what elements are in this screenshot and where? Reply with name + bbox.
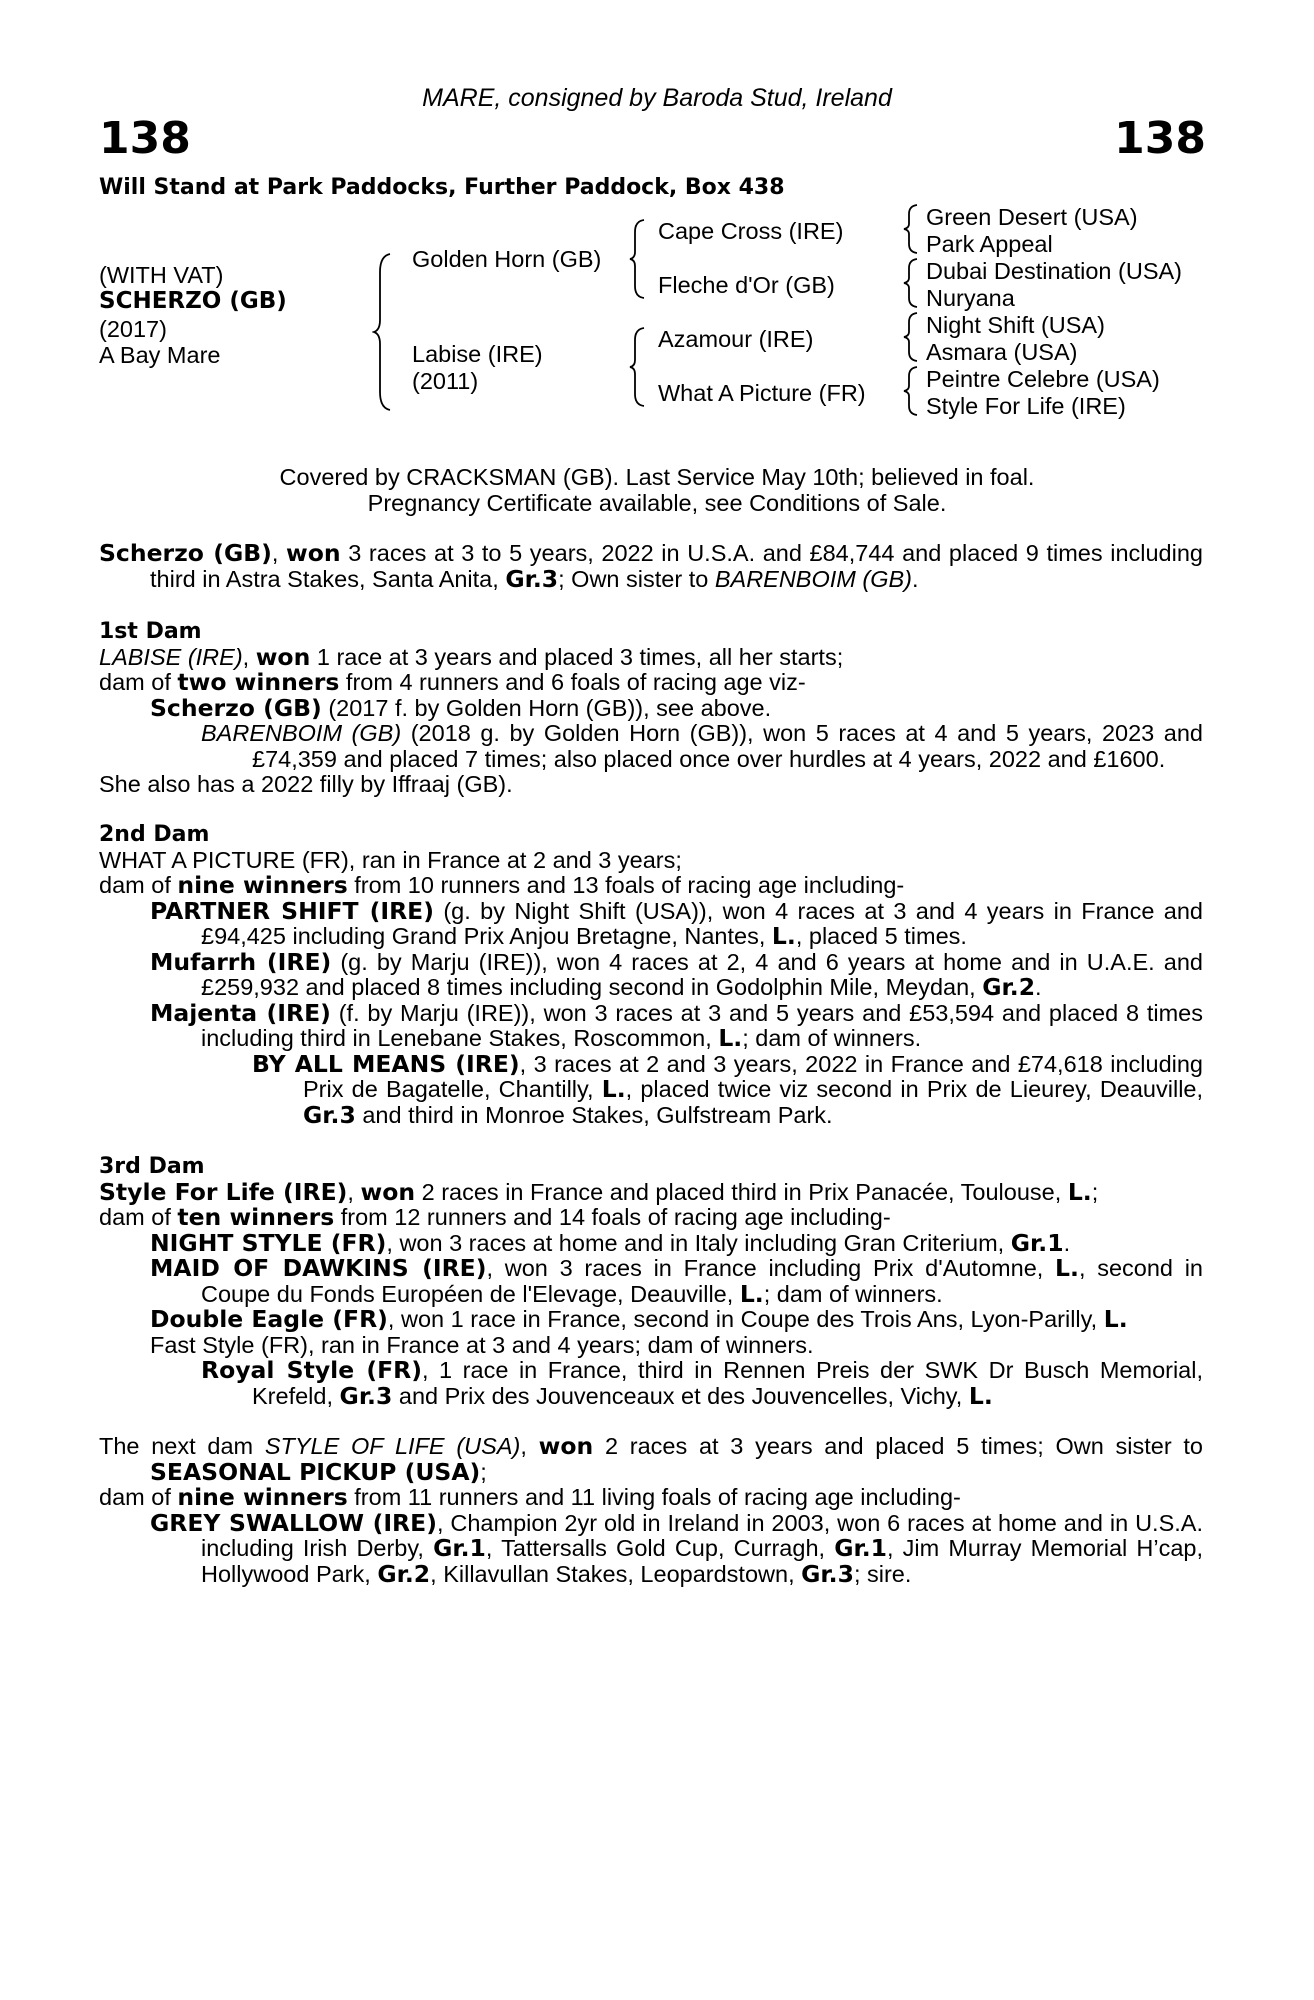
summary-text-2: ; Own sister to	[558, 565, 715, 592]
offspring-text: , Champion 2yr old in Ireland in 2003, won 6 races at home and in U.S.A. including Irish Derby,	[201, 1509, 1203, 1561]
offspring-end: ; dam of winners.	[742, 1025, 922, 1051]
grade-badge: Gr.1	[1010, 1228, 1064, 1257]
listed-badge: L.	[1067, 1177, 1092, 1206]
first-dam-text: 1 race at 3 years and placed 3 times, all her starts;	[310, 643, 844, 670]
covered-line-1: Covered by CRACKSMAN (GB). Last Service May 10th; believed in foal.	[279, 464, 1035, 490]
brace-sd	[902, 257, 920, 309]
ped-sds: Dubai Destination (USA)	[926, 258, 1182, 284]
next-dam-intro: The next dam	[99, 1433, 265, 1459]
covered-line-2: Pregnancy Certificate available, see Conditions of Sale.	[367, 490, 947, 516]
offspring-end: .	[1063, 1229, 1071, 1256]
second-dam-name: WHAT A PICTURE (FR), ran in France at 2 and 3 years;	[99, 846, 682, 873]
brace-sire	[628, 218, 648, 300]
offspring-name: GREY SWALLOW (IRE)	[150, 1508, 437, 1537]
grandchild-text-2: , placed twice viz second in Prix de Lieurey, Deauville,	[625, 1076, 1204, 1102]
offspring-name: Scherzo (GB)	[150, 693, 322, 722]
next-dam-sister: SEASONAL PICKUP (USA)	[150, 1457, 481, 1486]
next-dam-text: 2 races at 3 years and placed 5 times; Own sister to	[593, 1433, 1204, 1459]
listed-badge: L.	[771, 922, 796, 950]
listed-badge: L.	[739, 1279, 764, 1308]
offspring-text-2: , Tattersalls Gold Cup, Curragh,	[485, 1535, 835, 1561]
sire-dam: Fleche d'Or (GB)	[658, 272, 835, 298]
offspring-text: , won 3 races at home and in Italy including Gran Criterium,	[386, 1229, 1011, 1256]
dam-sire: Azamour (IRE)	[658, 326, 814, 352]
dam-dam: What A Picture (FR)	[658, 380, 866, 406]
horse-vat: (WITH VAT)	[99, 262, 224, 288]
next-dam-runners: from 11 runners and 11 living foals of racing age including-	[347, 1484, 961, 1510]
next-dam-damof: dam of	[99, 1484, 178, 1510]
third-dam-winners: ten winners	[177, 1203, 335, 1231]
offspring-end: ; dam of winners.	[763, 1280, 943, 1307]
offspring-name: Majenta (IRE)	[150, 998, 331, 1027]
third-dam-damof: dam of	[99, 1204, 178, 1230]
next-dam-winners: nine winners	[177, 1483, 348, 1511]
next-dam-sep: ,	[520, 1433, 539, 1459]
third-dam-runners: from 12 runners and 14 foals of racing age including-	[334, 1204, 891, 1230]
horse-name: SCHERZO (GB)	[99, 288, 287, 314]
sire: Golden Horn (GB)	[412, 246, 602, 272]
offspring-name: Mufarrh (IRE)	[150, 947, 332, 976]
grade-badge: Gr.3	[303, 1100, 356, 1129]
grandchild-text-2: and Prix des Jouvenceaux et des Jouvencelles, Vichy,	[392, 1382, 969, 1409]
first-dam-damof: dam of	[99, 669, 178, 695]
third-dam-end: ;	[1091, 1178, 1099, 1205]
listed-badge: L.	[1055, 1254, 1079, 1282]
listed-badge: L.	[968, 1381, 993, 1410]
ped-dds: Peintre Celebre (USA)	[926, 366, 1160, 392]
listed-badge: L.	[718, 1024, 743, 1052]
offspring-text-3: , Jim Murray Memorial H’cap, Hollywood Park,	[201, 1535, 1203, 1587]
offspring-end: , placed 5 times.	[795, 923, 967, 949]
ped-dsd: Asmara (USA)	[926, 339, 1078, 365]
summary-sister: BARENBOIM (GB)	[714, 565, 913, 592]
ped-ssd: Park Appeal	[926, 231, 1053, 257]
offspring-entry: Fast Style (FR), ran in France at 3 and 4 years; dam of winners.	[150, 1331, 814, 1358]
second-dam-runners: from 10 runners and 13 foals of racing age including-	[347, 872, 905, 898]
ped-sdd: Nuryana	[926, 285, 1015, 311]
offspring-name: NIGHT STYLE (FR)	[150, 1228, 387, 1257]
offspring-text: (f. by Marju (IRE)), won 3 races at 3 and 5 years and £53,594 and placed 8 times including third in Lenebane Stakes, Roscommon,	[201, 999, 1203, 1051]
stand-location: Will Stand at Park Paddocks, Further Paddock, Box 438	[99, 175, 785, 200]
grandchild-text: , 1 race in France, third in Rennen Preis der SWK Dr Busch Memorial, Krefeld,	[252, 1357, 1204, 1409]
next-dam-section	[99, 1434, 1203, 1587]
grandchild-end: and third in Monroe Stakes, Gulfstream Park.	[355, 1101, 833, 1128]
grade-badge: Gr.1	[433, 1534, 486, 1562]
dam-year: (2011)	[412, 368, 479, 394]
grade-badge: Gr.2	[982, 973, 1036, 1001]
offspring-text-4: , Killavullan Stakes, Leopardstown,	[430, 1560, 802, 1587]
summary-name: Scherzo (GB)	[99, 539, 272, 567]
grandchild-text: , 3 races at 2 and 3 years, 2022 in France and £74,618 including Prix de Bagatelle, Chantilly,	[303, 1050, 1203, 1102]
offspring-name: PARTNER SHIFT (IRE)	[150, 896, 434, 925]
first-dam-footer: She also has a 2022 filly by Iffraaj (GB).	[99, 771, 513, 797]
third-dam-heading: 3rd Dam	[99, 1154, 205, 1179]
horse-year: (2017)	[99, 316, 167, 342]
third-dam-won: won	[360, 1177, 416, 1206]
listed-badge: L.	[601, 1075, 626, 1103]
next-dam-won: won	[538, 1432, 594, 1460]
summary-end: .	[912, 565, 919, 592]
ped-sss: Green Desert (USA)	[926, 204, 1138, 230]
sire-sire: Cape Cross (IRE)	[658, 218, 844, 244]
brace-dam	[628, 326, 648, 408]
offspring-name: BARENBOIM (GB)	[201, 720, 402, 746]
offspring-text: , won 3 races in France including Prix d'Automne,	[486, 1255, 1056, 1281]
offspring-text: (2018 g. by Golden Horn (GB)), won 5 races at 4 and 5 years, 2023 and £74,359 and placed 7 times; also placed once over hurdles at 4 years, 2022 and £1600.	[252, 720, 1203, 772]
offspring-end: ; sire.	[853, 1560, 912, 1587]
first-dam-won: won	[255, 642, 311, 671]
horse-description: A Bay Mare	[99, 342, 221, 368]
third-dam-section: 3rd Dam Style For Life (IRE), won 2 races in France and placed third in Prix Panacée, Toulouse, L.; dam of ten winners from 12 runners and 14 foals of racing age including- NIGHT STYLE (FR), won 3 races at home and in Italy including Gran Criterium, Gr.1. MAID OF DAWKINS (IRE), won 3 races in France including Prix d'Automne, L., second in Coupe du Fonds Européen de l'Elevage, Deauville, L.; dam of winners. Double Eagle (FR), won 1 race in France, second in Coupe des Trois Ans, Lyon-Parilly, L. Fast Style (FR), ran in France at 3 and 4 years; dam of winners. Royal Style (FR), 1 race in France, third in Rennen Preis der SWK Dr Busch Memorial, Krefeld, Gr.3 and Prix des Jouvenceaux et des Jouvencelles, Vichy, L.	[99, 1154, 1204, 1410]
offspring-end: .	[1035, 974, 1042, 1000]
offspring-text-2: , second in Coupe du Fonds Européen de l'Elevage, Deauville,	[201, 1255, 1203, 1307]
offspring-text: (g. by Marju (IRE)), won 4 races at 2, 4 and 6 years at home and in U.A.E. and £259,932 and placed 8 times including second in Godolphin Mile, Meydan,	[201, 948, 1203, 1000]
first-dam-heading: 1st Dam	[99, 619, 202, 644]
second-dam-section	[99, 822, 1203, 1128]
first-dam-name: LABISE (IRE)	[99, 643, 243, 670]
dam: Labise (IRE)	[412, 341, 543, 367]
grandchild-name: Royal Style (FR)	[201, 1356, 422, 1384]
lot-number-left: 138	[99, 113, 191, 164]
consignor-line: MARE, consigned by Baroda Stud, Ireland	[422, 84, 892, 112]
summary-text: 3 races at 3 to 5 years, 2022 in U.S.A. and £84,744 and placed 9 times including third in Astra Stakes, Santa Anita,	[150, 540, 1203, 592]
listed-badge: L.	[1103, 1305, 1128, 1333]
grandchild-name: BY ALL MEANS (IRE)	[252, 1049, 520, 1078]
offspring-name: Double Eagle (FR)	[150, 1305, 388, 1333]
next-dam-name: STYLE OF LIFE (USA)	[264, 1433, 521, 1459]
covered-notice	[0, 464, 1314, 516]
summary-won: won	[286, 539, 341, 567]
offspring-text: , won 1 race in France, second in Coupe des Trois Ans, Lyon-Parilly,	[387, 1306, 1104, 1332]
first-dam-winners: two winners	[177, 668, 340, 696]
ped-ddd: Style For Life (IRE)	[926, 393, 1126, 419]
ped-dss: Night Shift (USA)	[926, 312, 1105, 338]
lot-number-right: 138	[1114, 113, 1206, 164]
grade-badge: Gr.3	[339, 1381, 393, 1410]
third-dam-text: 2 races in France and placed third in Prix Panacée, Toulouse,	[415, 1178, 1068, 1205]
brace-ds	[902, 311, 920, 363]
second-dam-damof: dam of	[99, 872, 178, 898]
second-dam-winners: nine winners	[177, 871, 348, 899]
offspring-text: (2017 f. by Golden Horn (GB)), see above.	[321, 694, 772, 721]
brace-dd	[902, 365, 920, 417]
third-dam-name: Style For Life (IRE)	[99, 1177, 348, 1206]
offspring-text: (g. by Night Shift (USA)), won 4 races at 3 and 4 years in France and £94,425 including Grand Prix Anjou Bretagne, Nantes,	[201, 897, 1203, 949]
first-dam-section: 1st Dam LABISE (IRE), won 1 race at 3 years and placed 3 times, all her starts; dam of two winners from 4 runners and 6 foals of racing age viz- Scherzo (GB) (2017 f. by Golden Horn (GB)), see above. BARENBOIM (GB) (2018 g. by Golden Horn (GB)), won 5 races at 4 and 5 years, 2023 and £74,359 and placed 7 times; also placed once over hurdles at 4 years, 2022 and £1600. She also has a 2022 filly by Iffraaj (GB).	[99, 619, 1203, 797]
brace-main	[372, 252, 394, 412]
offspring-name: MAID OF DAWKINS (IRE)	[150, 1254, 487, 1282]
summary-grade: Gr.3	[505, 564, 559, 593]
brace-ss	[902, 203, 920, 255]
next-dam-end: ;	[480, 1458, 487, 1485]
first-dam-runners: from 4 runners and 6 foals of racing age viz-	[339, 669, 806, 695]
grade-badge: Gr.1	[834, 1534, 887, 1562]
horse-summary: Scherzo (GB), won 3 races at 3 to 5 years, 2022 in U.S.A. and £84,744 and placed 9 times including third in Astra Stakes, Santa Anita, Gr.3; Own sister to BARENBOIM (GB).	[99, 539, 1203, 593]
grade-badge: Gr.3	[801, 1559, 854, 1588]
grade-badge: Gr.2	[377, 1559, 431, 1588]
second-dam-heading: 2nd Dam	[99, 822, 210, 847]
